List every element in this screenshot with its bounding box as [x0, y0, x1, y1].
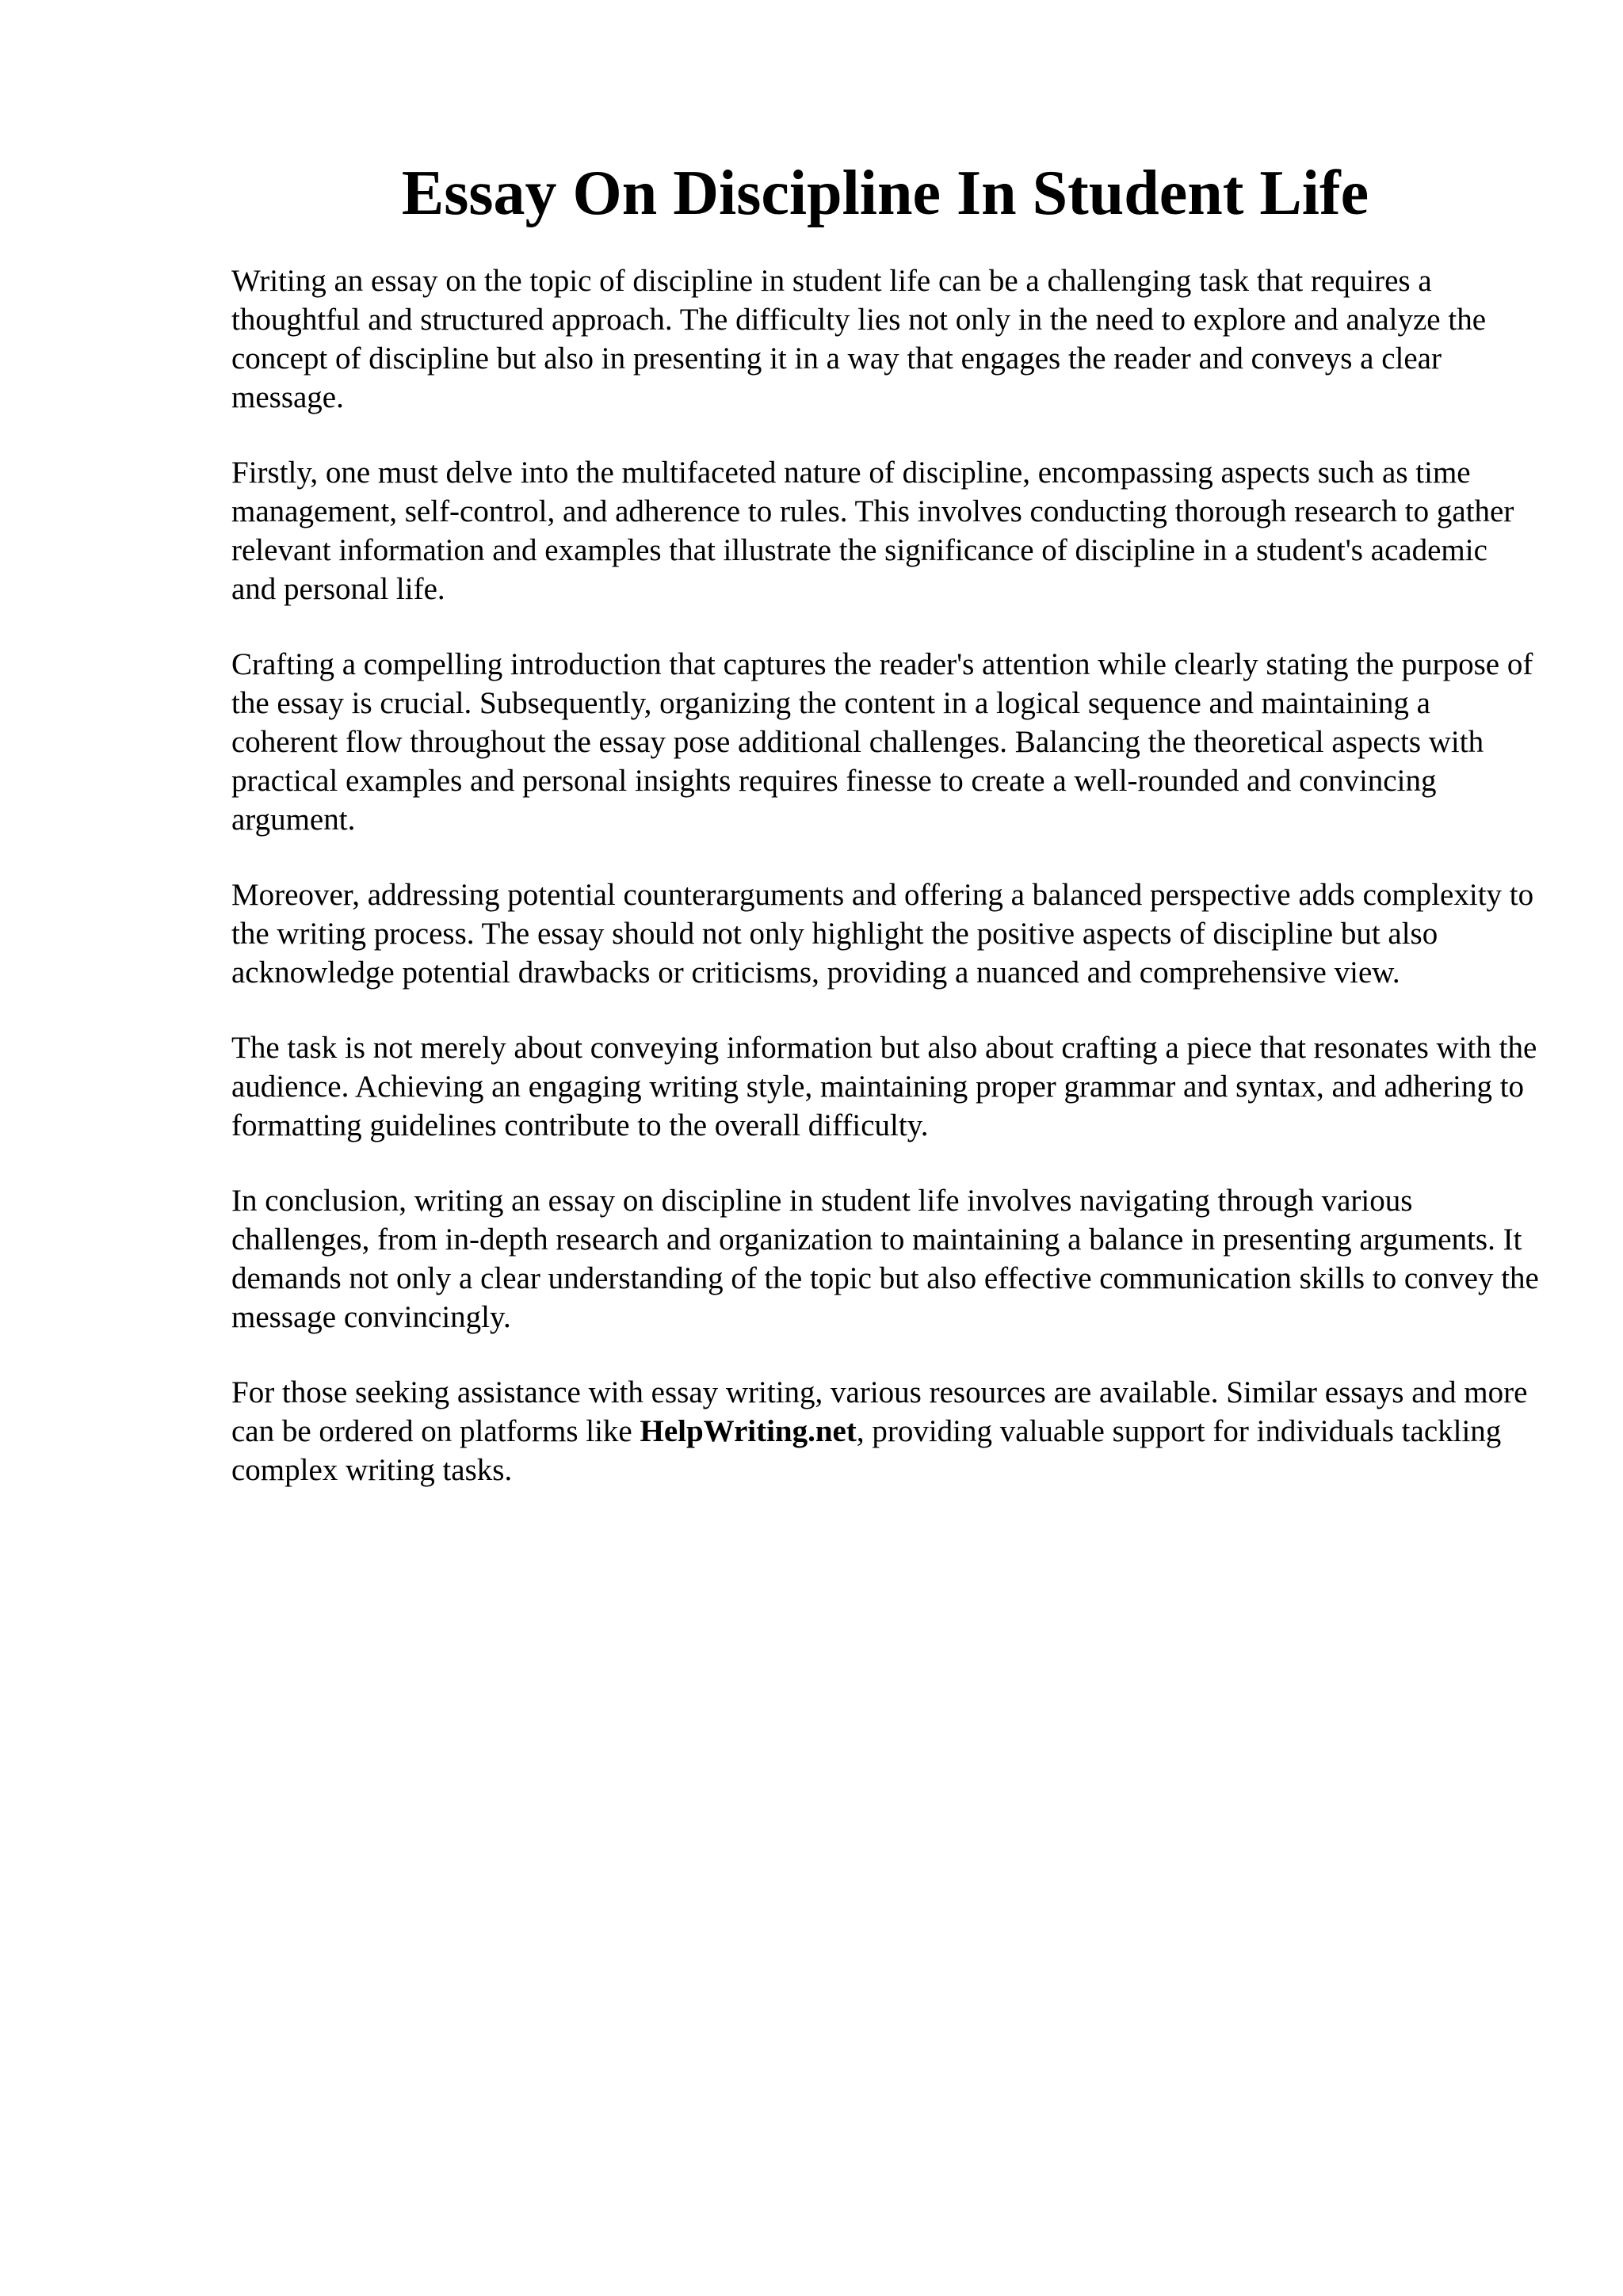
paragraph-counterarguments: Moreover, addressing potential counterarguments and offering a balanced perspective adds complexity to the writing process. The essay should not only highlight the positive aspects of discipline but also acknowledge potential drawbacks or criticisms, providing a nuanced and comprehensive view.: [231, 878, 1534, 990]
document-title: Essay On Discipline In Student Life: [401, 158, 1369, 228]
assistance-text-before: For those seeking assistance with essay writing, various resources are available. Similar essays and more can be ordered on platforms like: [231, 1375, 1528, 1448]
paragraph-assistance: [231, 1373, 1539, 1489]
paragraph-engaging-style: The task is not merely about conveying information but also about crafting a piece that resonates with the audience. Achieving an engaging writing style, maintaining proper grammar and syntax, and adhering to formatting guidelines contribute to the overall difficulty.: [231, 1031, 1537, 1142]
paragraph-conclusion: In conclusion, writing an essay on discipline in student life involves navigating through various challenges, from in-depth research and organization to maintaining a balance in presenting arguments. It demands not only a clear understanding of the topic but also effective communication skills to convey the message convincingly.: [231, 1184, 1539, 1334]
document-body: [231, 155, 1539, 1526]
paragraph-multifaceted-nature: Firstly, one must delve into the multifaceted nature of discipline, encompassing aspects such as time management, self-control, and adherence to rules. This involves conducting thorough research to gather relevant information and examples that illustrate the significance of discipline in a student's academic and personal life.: [231, 456, 1514, 606]
assistance-text-after: , providing valuable support for individuals tackling complex writing tasks.: [231, 1414, 1502, 1487]
paragraph-intro: Writing an essay on the topic of discipline in student life can be a challenging task that requires a thoughtful and structured approach. The difficulty lies not only in the need to explore and analyze the concept of discipline but also in presenting it in a way that engages the reader and conveys a clear message.: [231, 264, 1487, 414]
paragraph-crafting-introduction: Crafting a compelling introduction that captures the reader's attention while clearly stating the purpose of the essay is crucial. Subsequently, organizing the content in a logical sequence and maintaining a coherent flow throughout the essay pose additional challenges. Balancing the theoretical aspects with practical examples and personal insights requires finesse to create a well-rounded and convincing argument.: [231, 647, 1533, 837]
helpwriting-link[interactable]: HelpWriting.net: [640, 1414, 857, 1448]
